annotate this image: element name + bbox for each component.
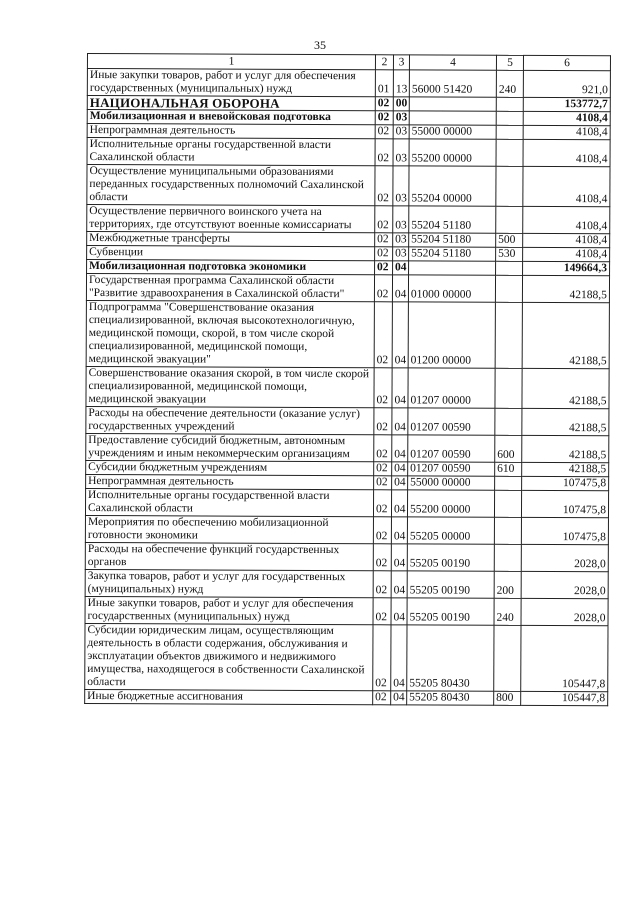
table-row (87, 110, 610, 126)
row-subsection-code-cell: 04 (391, 490, 407, 517)
row-subsection-code-cell: 04 (392, 275, 408, 302)
row-expense-type-cell: 240 (496, 70, 523, 97)
row-name-cell: Расходы на обеспечение деятельности (оказание услуг) государственных учреждений (86, 406, 374, 434)
row-amount-cell: 4108,4 (523, 247, 610, 261)
table-row (86, 433, 609, 462)
row-amount-cell: 42188,5 (522, 275, 609, 302)
row-name-cell: Расходы на обеспечение функций государственных органов (85, 542, 373, 570)
row-expense-type-cell (494, 517, 521, 544)
row-section-code-cell: 02 (374, 462, 392, 476)
row-subsection-code-cell: 13 (393, 70, 409, 97)
table-row (86, 274, 609, 303)
row-section-code-cell: 02 (373, 544, 391, 571)
row-expense-type-cell: 500 (496, 233, 523, 247)
table-row (85, 488, 608, 517)
header-col-5: 5 (496, 55, 523, 70)
row-target-article-cell (409, 261, 496, 275)
row-section-code-cell: 02 (374, 368, 392, 408)
row-subsection-code-cell: 04 (392, 462, 408, 476)
row-amount-cell: 4108,4 (523, 233, 610, 247)
table-row (86, 366, 609, 408)
row-target-article-cell: 01207 00590 (408, 408, 495, 435)
row-name-cell: Мобилизационная и вневойсковая подготовка (87, 110, 375, 125)
row-amount-cell: 2028,0 (521, 598, 608, 625)
row-section-code-cell: 02 (375, 111, 393, 125)
row-expense-type-cell (495, 476, 522, 490)
table-row (86, 474, 609, 490)
row-subsection-code-cell: 04 (391, 517, 407, 544)
row-target-article-cell: 55204 00000 (409, 166, 496, 206)
row-name-cell: Предоставление субсидий бюджетным, автономным учреждениям и иным некоммерческим организациям (86, 433, 374, 461)
row-target-article-cell: 01207 00590 (408, 462, 495, 476)
row-amount-cell: 107475,8 (522, 476, 609, 490)
row-expense-type-cell (495, 408, 522, 435)
row-subsection-code-cell: 03 (393, 125, 409, 139)
table-row (85, 515, 608, 544)
row-target-article-cell: 01200 00000 (408, 302, 495, 368)
row-expense-type-cell (496, 261, 523, 275)
row-subsection-code-cell: 00 (393, 97, 409, 111)
row-name-cell: Совершенствование оказания скорой, в том числе скорой специализированной, медицинской помощи, медицинской эвакуации (86, 366, 374, 407)
row-target-article-cell: 55205 80430 (407, 625, 494, 691)
row-target-article-cell: 55205 00190 (407, 598, 494, 625)
row-expense-type-cell (496, 111, 523, 125)
row-subsection-code-cell: 04 (391, 691, 407, 705)
table-row (87, 138, 610, 167)
row-expense-type-cell (494, 625, 521, 691)
table-row (85, 623, 608, 691)
row-amount-cell: 4108,4 (523, 206, 610, 233)
row-expense-type-cell (495, 302, 522, 368)
row-expense-type-cell (495, 275, 522, 302)
table-row (85, 596, 608, 625)
row-expense-type-cell (494, 544, 521, 571)
row-section-code-cell: 01 (375, 70, 393, 97)
row-section-code-cell: 02 (374, 435, 392, 462)
row-target-article-cell: 01207 00590 (408, 435, 495, 462)
header-col-2: 2 (375, 55, 393, 70)
row-target-article-cell: 55204 51180 (409, 247, 496, 261)
row-subsection-code-cell: 03 (393, 247, 409, 261)
table-row (87, 124, 610, 140)
row-section-code-cell: 02 (373, 598, 391, 625)
row-subsection-code-cell: 04 (392, 302, 408, 368)
row-amount-cell: 105447,8 (521, 625, 608, 691)
row-name-cell: Межбюджетные трансферты (87, 232, 375, 247)
row-amount-cell: 2028,0 (521, 544, 608, 571)
row-subsection-code-cell: 03 (393, 233, 409, 247)
row-subsection-code-cell: 04 (392, 408, 408, 435)
row-amount-cell: 4108,4 (523, 139, 610, 166)
row-target-article-cell: 55200 00000 (407, 490, 494, 517)
row-name-cell: Иные бюджетные ассигнования (85, 689, 373, 704)
table-row (85, 689, 608, 705)
table-row (85, 569, 608, 598)
row-expense-type-cell: 800 (494, 691, 521, 705)
row-amount-cell: 42188,5 (522, 435, 609, 462)
row-target-article-cell (409, 111, 496, 125)
row-name-cell: Мобилизационная подготовка экономики (87, 260, 375, 275)
table-row (87, 260, 610, 276)
row-section-code-cell: 02 (375, 247, 393, 261)
row-expense-type-cell: 200 (494, 571, 521, 598)
row-amount-cell: 2028,0 (521, 571, 608, 598)
row-section-code-cell: 02 (373, 691, 391, 705)
table-row (87, 232, 610, 248)
row-subsection-code-cell: 04 (392, 476, 408, 490)
row-name-cell: Закупка товаров, работ и услуг для государственных (муниципальных) нужд (85, 569, 373, 597)
row-subsection-code-cell: 03 (393, 111, 409, 125)
row-target-article-cell: 55205 80430 (407, 691, 494, 705)
row-subsection-code-cell: 04 (391, 571, 407, 598)
row-expense-type-cell (495, 368, 522, 408)
row-name-cell: Субсидии бюджетным учреждениям (86, 460, 374, 475)
row-name-cell: Мероприятия по обеспечению мобилизационной готовности экономики (85, 515, 373, 543)
row-subsection-code-cell: 04 (392, 435, 408, 462)
row-amount-cell: 107475,8 (521, 517, 608, 544)
table-row (86, 300, 609, 368)
row-section-code-cell: 02 (375, 166, 393, 206)
row-name-cell: Иные закупки товаров, работ и услуг для обеспечения государственных (муниципальных) нужд (87, 69, 375, 97)
table-row (87, 96, 610, 112)
row-section-code-cell: 02 (375, 206, 393, 233)
row-target-article-cell: 55205 00000 (407, 517, 494, 544)
row-name-cell: Государственная программа Сахалинской области "Развитие здравоохранения в Сахалинской области" (86, 274, 374, 302)
row-amount-cell: 4108,4 (523, 111, 610, 125)
row-name-cell: Субвенции (87, 246, 375, 261)
row-amount-cell: 105447,8 (521, 691, 608, 705)
row-section-code-cell: 02 (375, 233, 393, 247)
row-section-code-cell: 02 (373, 490, 391, 517)
row-name-cell: Осуществление муниципальными образованиями переданных государственных полномочий Сахалинской области (87, 165, 375, 206)
row-target-article-cell: 56000 51420 (409, 70, 496, 97)
row-section-code-cell: 02 (373, 571, 391, 598)
row-name-cell: Исполнительные органы государственной власти Сахалинской области (85, 488, 373, 516)
row-expense-type-cell (496, 97, 523, 111)
row-expense-type-cell: 240 (494, 598, 521, 625)
row-section-code-cell: 02 (374, 275, 392, 302)
header-col-6: 6 (523, 55, 610, 70)
row-name-cell: Подпрограмма "Совершенствование оказания специализированной, включая высокотехнологичную, медицинской помощи, скорой, в том числе скорой специализированной, медицинской помощи, медицинской эвакуации" (86, 300, 374, 367)
row-subsection-code-cell: 04 (393, 261, 409, 275)
row-name-cell: Непрограммная деятельность (87, 124, 375, 139)
row-target-article-cell: 01000 00000 (408, 275, 495, 302)
row-subsection-code-cell: 04 (392, 368, 408, 408)
row-expense-type-cell: 600 (495, 435, 522, 462)
row-subsection-code-cell: 04 (391, 598, 407, 625)
row-expense-type-cell: 610 (495, 462, 522, 476)
budget-table-container (84, 53, 610, 706)
row-section-code-cell: 02 (375, 97, 393, 111)
row-name-cell: НАЦИОНАЛЬНАЯ ОБОРОНА (87, 96, 375, 111)
row-subsection-code-cell: 03 (393, 166, 409, 206)
header-col-3: 3 (393, 55, 409, 70)
row-section-code-cell: 02 (373, 517, 391, 544)
row-section-code-cell: 02 (374, 408, 392, 435)
row-section-code-cell: 02 (374, 476, 392, 490)
row-target-article-cell: 55000 00000 (408, 476, 495, 490)
row-amount-cell: 4108,4 (523, 166, 610, 206)
row-target-article-cell: 55205 00190 (407, 571, 494, 598)
table-row (87, 69, 610, 98)
row-section-code-cell: 02 (375, 261, 393, 275)
row-subsection-code-cell: 03 (393, 206, 409, 233)
row-section-code-cell: 02 (374, 302, 392, 368)
row-amount-cell: 4108,4 (523, 125, 610, 139)
row-target-article-cell: 55000 00000 (409, 125, 496, 139)
row-expense-type-cell (496, 166, 523, 206)
row-expense-type-cell (496, 139, 523, 166)
row-subsection-code-cell: 04 (391, 625, 407, 691)
row-target-article-cell: 55204 51180 (409, 233, 496, 247)
row-section-code-cell: 02 (375, 125, 393, 139)
row-name-cell: Непрограммная деятельность (86, 474, 374, 489)
row-target-article-cell: 55204 51180 (409, 206, 496, 233)
table-row (87, 205, 610, 234)
table-row (86, 460, 609, 476)
row-amount-cell: 107475,8 (521, 490, 608, 517)
row-target-article-cell: 55205 00190 (407, 544, 494, 571)
row-expense-type-cell: 530 (496, 247, 523, 261)
table-row (87, 165, 610, 207)
row-amount-cell: 42188,5 (522, 368, 609, 408)
row-subsection-code-cell: 03 (393, 139, 409, 166)
row-section-code-cell: 02 (375, 139, 393, 166)
table-row (85, 542, 608, 571)
row-amount-cell: 149664,3 (523, 261, 610, 275)
row-amount-cell: 921,0 (523, 70, 610, 97)
row-amount-cell: 153772,7 (523, 97, 610, 111)
row-subsection-code-cell: 04 (391, 544, 407, 571)
table-body (85, 69, 611, 706)
row-amount-cell: 42188,5 (522, 408, 609, 435)
row-name-cell: Исполнительные органы государственной власти Сахалинской области (87, 138, 375, 166)
row-amount-cell: 42188,5 (522, 462, 609, 476)
row-name-cell: Иные закупки товаров, работ и услуг для обеспечения государственных (муниципальных) нужд (85, 596, 373, 624)
row-expense-type-cell (496, 206, 523, 233)
header-col-4: 4 (409, 55, 496, 70)
row-target-article-cell (409, 97, 496, 111)
budget-table (84, 53, 611, 706)
row-amount-cell: 42188,5 (522, 302, 609, 368)
row-section-code-cell: 02 (373, 625, 391, 691)
row-target-article-cell: 55200 00000 (409, 139, 496, 166)
row-target-article-cell: 01207 00000 (408, 368, 495, 408)
header-col-1: 1 (87, 54, 375, 70)
row-expense-type-cell (494, 490, 521, 517)
row-name-cell: Субсидии юридическим лицам, осуществляющим деятельность в области содержания, обслуживания и эксплуатации объектов движимого и недвижимого имущества, находящегося в собственности Сахалинской области (85, 623, 373, 690)
page-number: 35 (314, 38, 326, 52)
table-row (86, 406, 609, 435)
row-name-cell: Осуществление первичного воинского учета на территориях, где отсутствуют военные комиссариаты (87, 205, 375, 233)
row-expense-type-cell (496, 125, 523, 139)
